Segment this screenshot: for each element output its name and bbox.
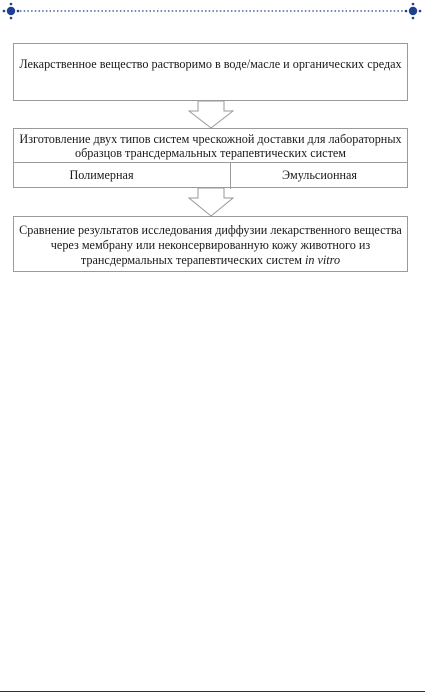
- flow-step-1: [13, 43, 408, 101]
- footer-rule: [0, 691, 425, 692]
- flow-step-3: [13, 216, 408, 272]
- flow-step-3-italic: in vitro: [304, 253, 341, 267]
- flow-step-3-text: Сравнение результатов исследования диффузии лекарственного вещества через мембрану или неконсервированную кожу животного из трансдермальных терапевтических систем: [19, 223, 402, 267]
- system-type-options: [13, 162, 408, 189]
- flow-step-1-text: Лекарственное вещество растворимо в воде/масле и органических средах: [19, 57, 402, 71]
- flow-step-2-text: Изготовление двух типов систем чрескожной доставки для лабораторных образцов трансдермальных терапевтических систем: [19, 132, 402, 160]
- option-polymer: Полимерная: [13, 163, 231, 189]
- header-ornament: [0, 0, 425, 24]
- down-arrow-1: [188, 101, 234, 129]
- flow-step-2: [13, 128, 408, 188]
- down-arrow-2: [188, 188, 234, 217]
- option-emulsion: Эмульсионная: [281, 168, 358, 182]
